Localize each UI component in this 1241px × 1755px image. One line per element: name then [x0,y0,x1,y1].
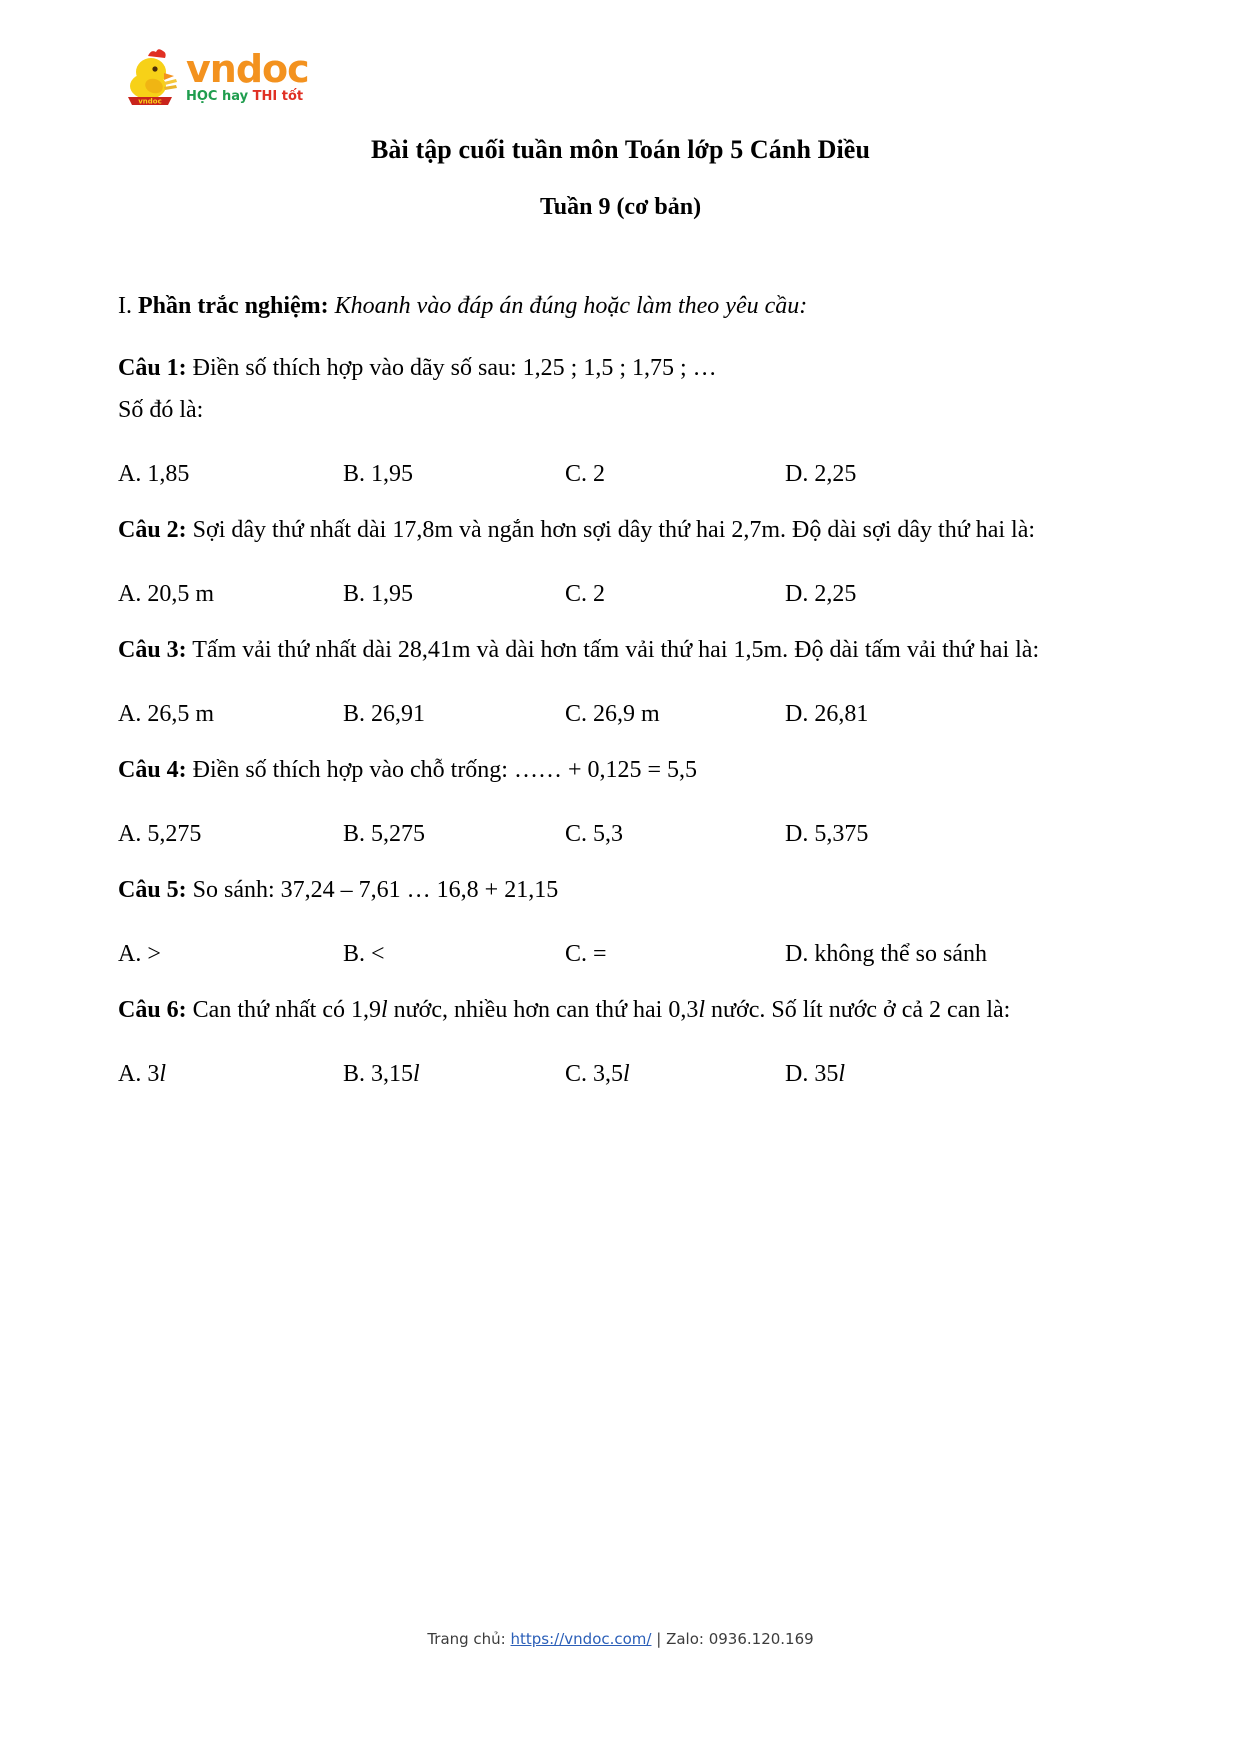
page-title: Bài tập cuối tuần môn Toán lớp 5 Cánh Diều [370,135,871,164]
question-6-text-part3: nước. Số lít nước ở cả 2 can là: [705,997,1011,1023]
question-4 [118,735,1123,791]
option-c[interactable] [565,1053,785,1095]
option-b[interactable]: B. 1,95 [343,461,414,487]
option-b[interactable]: B. 1,95 [343,581,414,607]
option-d-text: D. 35 [785,1061,839,1087]
option-a[interactable]: A. > [118,941,161,967]
option-c-text: C. 3,5 [565,1061,624,1087]
question-2 [118,495,1123,551]
question-6-text-part1: Can thứ nhất có 1,9 [192,997,381,1023]
option-d[interactable]: D. 2,25 [785,461,857,487]
logo-tagline-tot: tốt [281,89,304,104]
vndoc-logo[interactable] [124,48,309,112]
liter-unit: l [380,997,388,1023]
svg-text:vndoc: vndoc [138,97,162,106]
liter-unit: l [698,997,705,1023]
logo-tagline-hoc: HỌC [186,89,218,104]
option-a[interactable]: A. 5,275 [118,821,202,847]
section-label: Phần trắc nghiệm: [138,293,329,319]
question-5-label: Câu 5: [118,877,187,903]
footer-suffix: | Zalo: 0936.120.169 [651,1630,814,1648]
liter-unit: l [413,1061,420,1087]
option-b[interactable]: B. < [343,941,385,967]
option-b[interactable] [343,1053,565,1095]
vndoc-homepage-link[interactable]: https://vndoc.com/ [510,1630,652,1648]
option-b[interactable]: B. 5,275 [343,821,426,847]
question-6-options [118,1031,1123,1095]
option-d[interactable] [785,1053,845,1095]
question-1 [118,333,1123,389]
option-c[interactable]: C. 2 [565,461,606,487]
question-3-options [118,671,1123,735]
question-2-options [118,551,1123,615]
logo-wordmark: vndoc [186,47,309,91]
question-1-continuation: Số đó là: [118,397,204,423]
question-1-label: Câu 1: [118,355,187,381]
question-5-options [118,911,1123,975]
question-3 [118,615,1123,671]
option-b-text: B. 3,15 [343,1061,414,1087]
question-2-text: Sợi dây thứ nhất dài 17,8m và ngắn hơn sợi dây thứ hai 2,7m. Độ dài sợi dây thứ hai là: [192,517,1036,543]
question-4-options [118,791,1123,855]
question-6-text-part2: nước, nhiều hơn can thứ hai 0,3 [387,997,699,1023]
logo-tagline-hay: hay [222,89,249,104]
option-c[interactable]: C. 5,3 [565,821,624,847]
section-heading [118,285,1123,327]
section-instruction: Khoanh vào đáp án đúng hoặc làm theo yêu cầu: [334,293,808,319]
question-1-text: Điền số thích hợp vào dãy số sau: 1,25 ; 1,5 ; 1,75 ; … [192,355,717,381]
section-number: I. [118,293,132,319]
question-3-label: Câu 3: [118,637,187,663]
option-c[interactable]: C. 2 [565,581,606,607]
worksheet-content [118,223,1123,1095]
liter-unit: l [159,1061,167,1087]
option-c[interactable]: C. 26,9 m [565,701,660,727]
question-6 [118,975,1123,1031]
option-a[interactable]: A. 20,5 m [118,581,214,607]
liter-unit: l [623,1061,630,1087]
question-4-text: Điền số thích hợp vào chỗ trống: …… + 0,125 = 5,5 [192,757,698,783]
footer-prefix: Trang chủ: [427,1630,511,1648]
option-a[interactable]: A. 26,5 m [118,701,214,727]
page-subtitle: Tuần 9 (cơ bản) [539,194,702,220]
option-b[interactable]: B. 26,91 [343,701,426,727]
question-6-label: Câu 6: [118,997,187,1023]
option-d[interactable]: D. 5,375 [785,821,869,847]
option-a-text: A. 3 [118,1061,160,1087]
liter-unit: l [838,1061,846,1087]
question-5 [118,855,1123,911]
question-2-label: Câu 2: [118,517,187,543]
logo-tagline-thi: THI [252,89,278,104]
question-4-label: Câu 4: [118,757,187,783]
question-5-text: So sánh: 37,24 – 7,61 … 16,8 + 21,15 [192,877,559,903]
logo-tagline [186,89,309,104]
option-d[interactable]: D. không thể so sánh [785,941,987,967]
question-3-text: Tấm vải thứ nhất dài 28,41m và dài hơn tấm vải thứ hai 1,5m. Độ dài tấm vải thứ hai là: [192,637,1040,663]
chick-mascot-icon [124,48,182,110]
option-a[interactable] [118,1053,343,1095]
option-a[interactable]: A. 1,85 [118,461,190,487]
option-d[interactable]: D. 2,25 [785,581,857,607]
option-d[interactable]: D. 26,81 [785,701,869,727]
page-footer [0,1630,1241,1648]
question-1-options [118,431,1123,495]
option-c[interactable]: C. = [565,941,607,967]
